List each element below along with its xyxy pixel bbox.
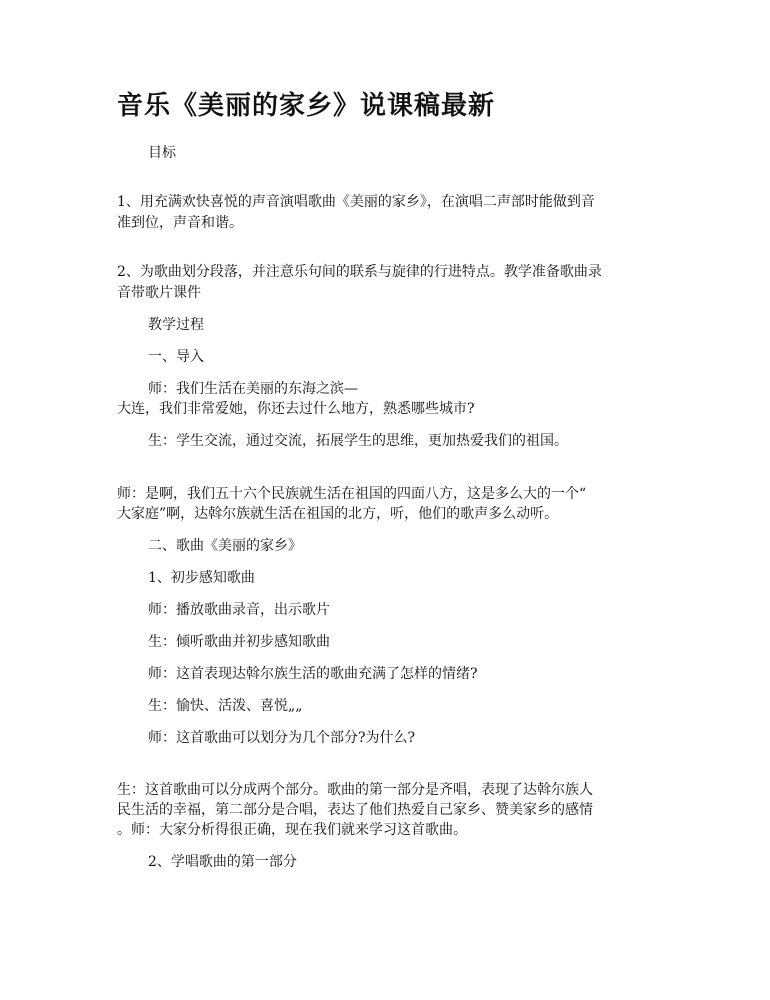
paragraph-line: 生：愉快、活泼、喜悦„„: [148, 698, 303, 714]
paragraph-line: 教学过程: [148, 317, 204, 333]
paragraph-line: 二、歌曲《美丽的家乡》: [148, 538, 302, 554]
paragraph-line: 1、用充满欢快喜悦的声音演唱歌曲《美丽的家乡》，在演唱二声部时能做到音: [117, 194, 595, 210]
paragraph-line: 大家庭”啊，达斡尔族就生活在祖国的北方，听，他们的歌声多么动听。: [117, 506, 559, 522]
paragraph-line: 2、学唱歌曲的第一部分: [148, 854, 297, 870]
paragraph-line: 师：是啊，我们五十六个民族就生活在祖国的四面八方，这是多么大的一个“: [117, 486, 587, 502]
paragraph-line: 一、导入: [148, 349, 204, 365]
paragraph-line: 。师：大家分析得很正确，现在我们就来学习这首歌曲。: [117, 822, 467, 838]
paragraph-line: 1、初步感知歌曲: [148, 570, 255, 586]
paragraph-line: 师：我们生活在美丽的东海之滨—: [148, 381, 358, 397]
paragraph-line: 音带歌片课件: [117, 285, 201, 301]
paragraph-line: 大连，我们非常爱她，你还去过什么地方，熟悉哪些城市?: [117, 401, 475, 417]
paragraph-line: 师：这首歌曲可以划分为几个部分?为什么?: [148, 730, 416, 746]
paragraph-line: 师：播放歌曲录音，出示歌片: [148, 602, 330, 618]
paragraph-line: 师：这首表现达斡尔族生活的歌曲充满了怎样的情绪?: [148, 666, 478, 682]
paragraph-line: 生：这首歌曲可以分成两个部分。歌曲的第一部分是齐唱，表现了达斡尔族人: [117, 782, 593, 798]
paragraph-line: 生：学生交流，通过交流，拓展学生的思维，更加热爱我们的祖国。: [148, 433, 568, 449]
document-title: 音乐《美丽的家乡》说课稿最新: [117, 91, 496, 121]
paragraph-line: 目标: [148, 145, 176, 161]
paragraph-line: 准到位，声音和谐。: [117, 215, 243, 231]
paragraph-line: 民生活的幸福，第二部分是合唱，表达了他们热爱自己家乡、赞美家乡的感情: [117, 802, 593, 818]
paragraph-line: 生：倾听歌曲并初步感知歌曲: [148, 634, 330, 650]
paragraph-line: 2、为歌曲划分段落，并注意乐句间的联系与旋律的行进特点。教学准备歌曲录: [117, 264, 602, 280]
